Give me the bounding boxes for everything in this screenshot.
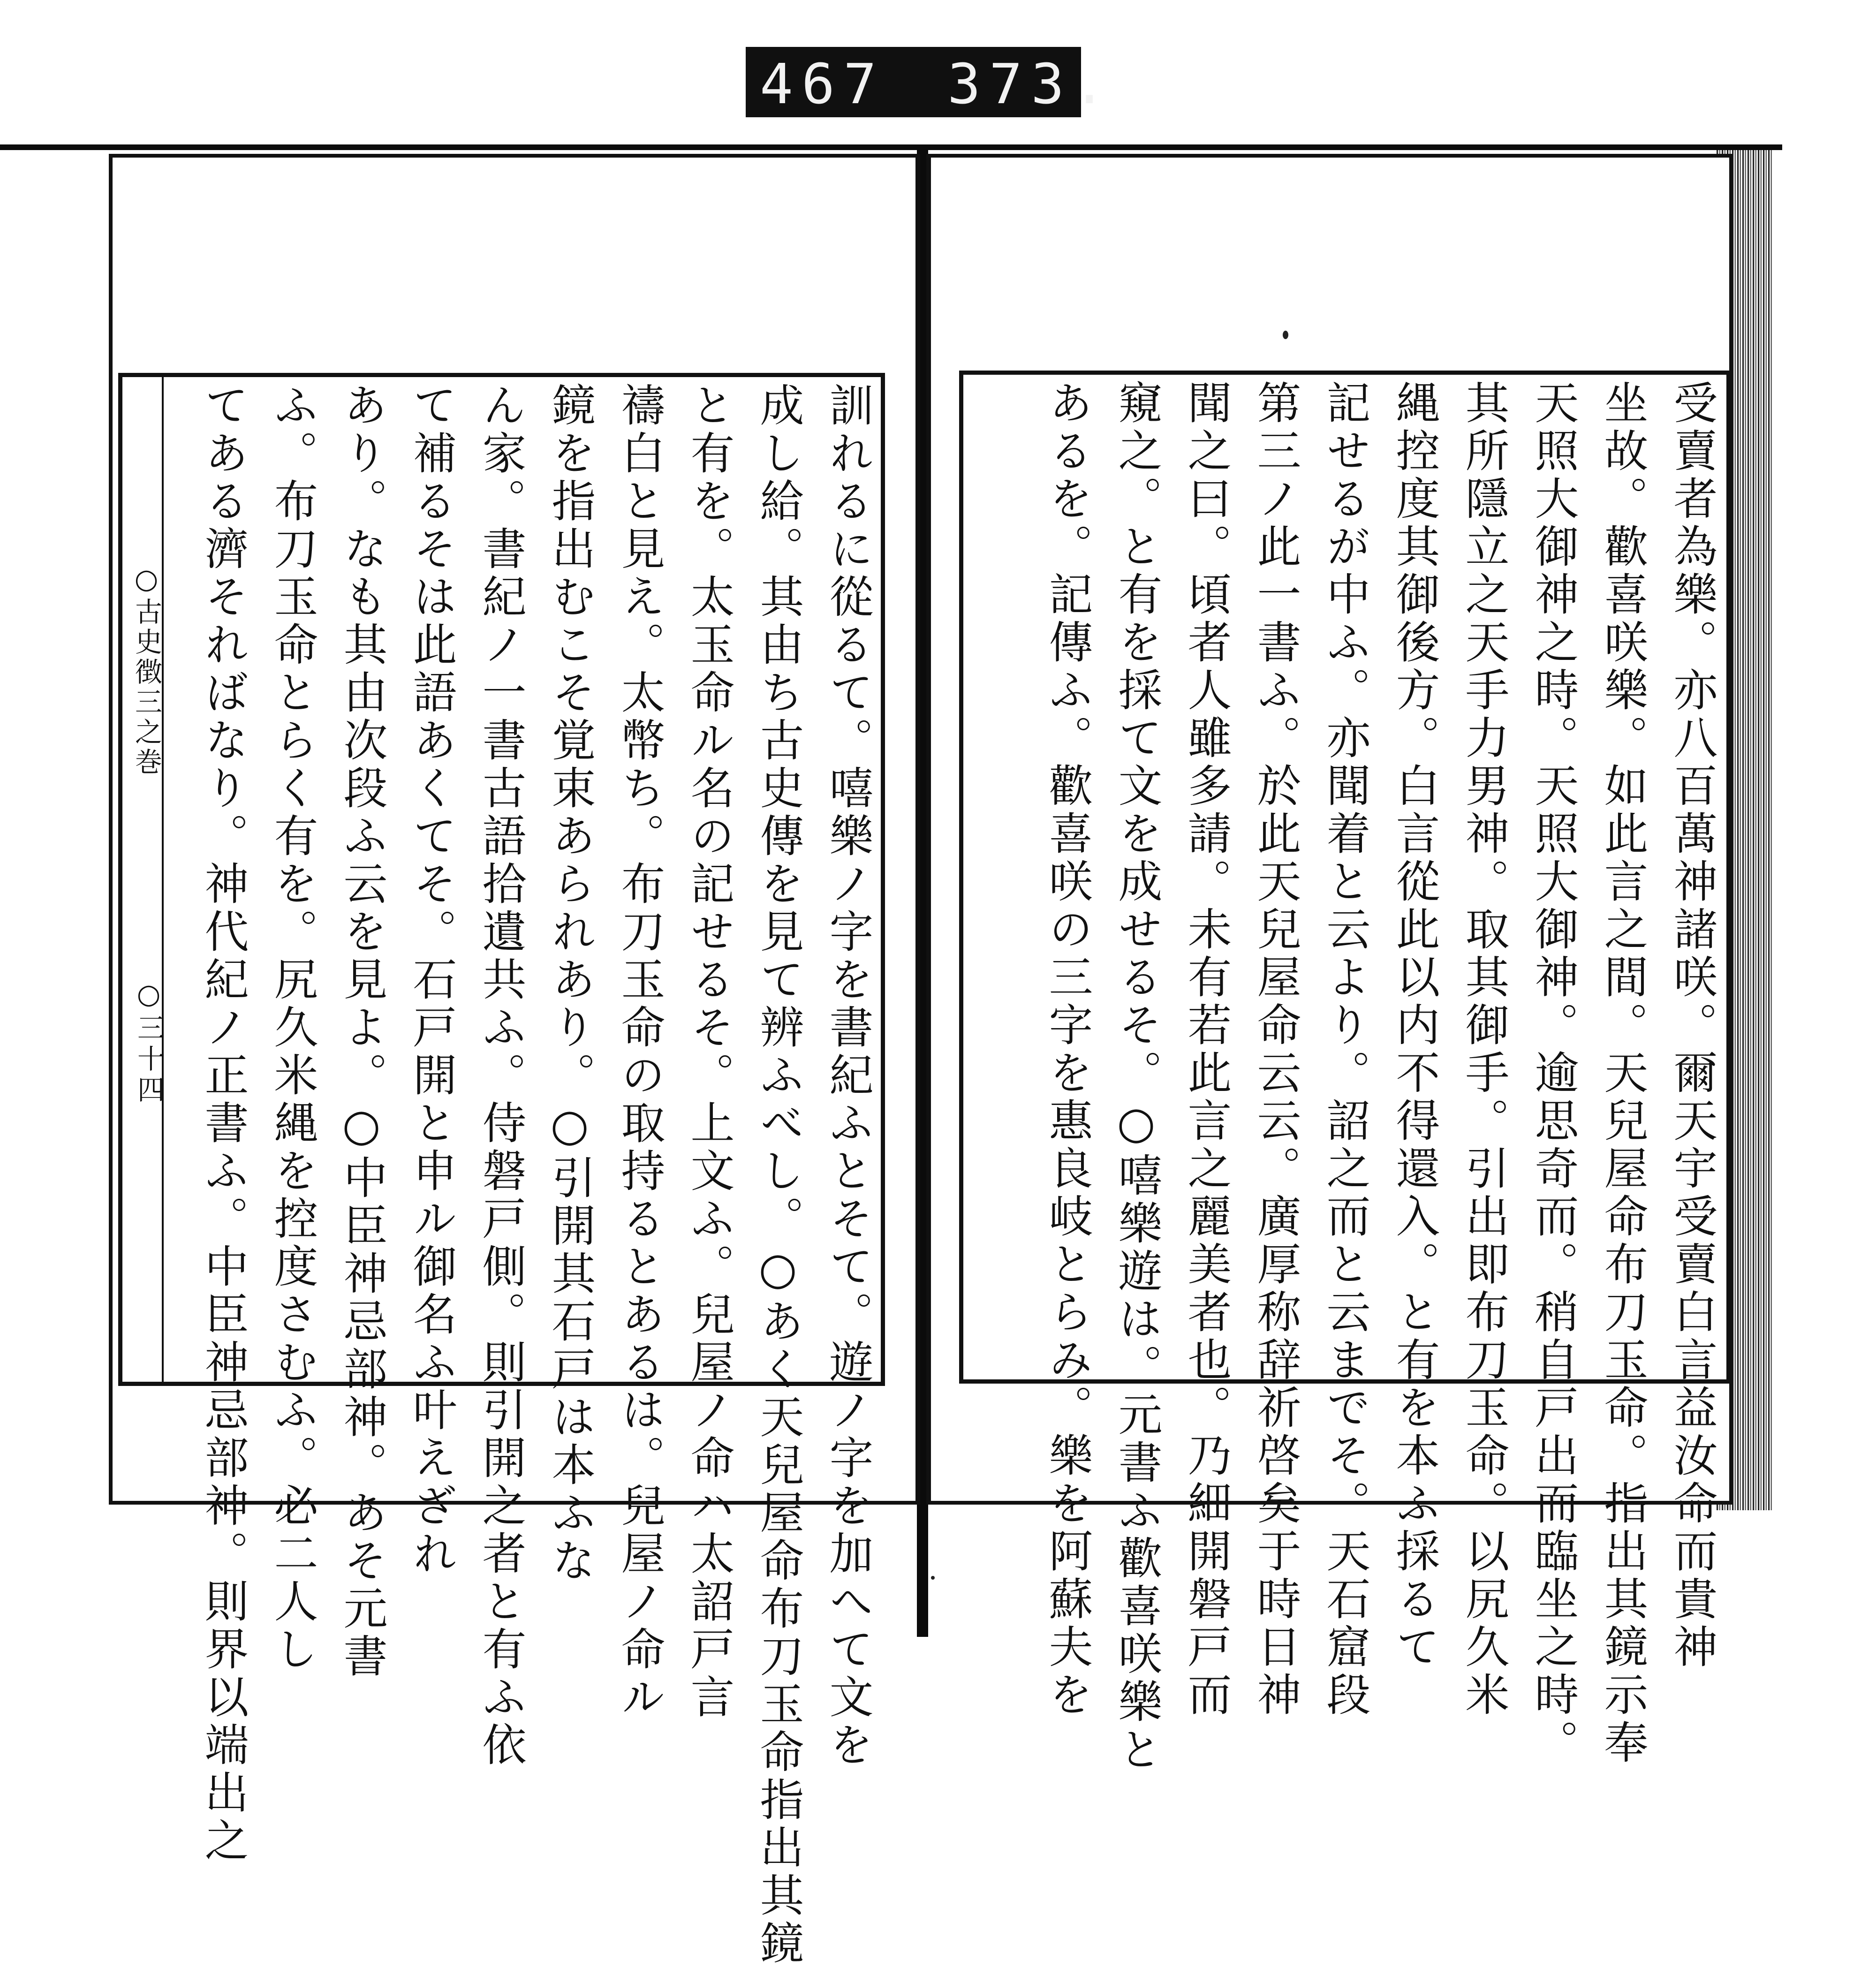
page-number: ○三十四 [133, 978, 165, 1106]
scan-number-right: 373. [947, 52, 1115, 116]
text-column: と有を。太玉命ル名の記せるそ。上文ふ。兒屋ノ命ハ太詔戸言 [683, 382, 734, 1722]
right-page-text [966, 380, 1726, 1774]
text-column: 禱白と見え。太幣ち。布刀玉命の取持るとあるは。兒屋ノ命ル [613, 382, 665, 1722]
text-column: て補るそは此語あくてそ。石戸開と申ル御名ふ叶えざれ [405, 382, 456, 1578]
text-column: 受賣者為樂。亦八百萬神諸咲。爾天宇受賣白言益汝命而貴神 [1666, 380, 1717, 1672]
text-column: 其所隱立之天手力男神。取其御手。引出即布刀玉命。以尻久米 [1458, 380, 1509, 1719]
text-column: 記せるが中ふ。亦聞着と云より。詔之而と云までそ。天石窟段 [1319, 380, 1370, 1719]
left-page-text [171, 382, 882, 1968]
ink-speck [1283, 331, 1288, 339]
text-column: 窺之。と有を採て文を成せるそ。○嘻樂遊は。元書ふ歡喜咲樂と [1111, 380, 1162, 1774]
text-column: 聞之曰。頃者人雖多請。未有若此言之麗美者也。乃細開磐戸而 [1180, 380, 1231, 1719]
text-column: 天照大御神之時。天照大御神。逾思奇而。稍自戸出而臨坐之時。 [1527, 380, 1578, 1767]
text-column: あり。なも其由次段ふ云を見よ。○中臣神忌部神。あそ元書 [336, 382, 387, 1681]
text-column: 訓れるに從るて。嘻樂ノ字を書紀ふとそて。遊ノ字を加へて文を [822, 382, 873, 1770]
text-column: あるを。記傳ふ。歡喜咲の三字を惠良岐とらみ。樂を阿蘇夫を [1041, 380, 1092, 1719]
scan-id-label [746, 47, 1115, 117]
left-margin-rule [162, 377, 164, 1382]
ink-speck [931, 1576, 935, 1580]
text-column: 縄控度其御後方。白言從此以内不得還入。と有を本ふ採るて [1388, 380, 1439, 1672]
text-column: ふ。布刀玉命とらく有を。尻久米縄を控度さむふ。必二人し [266, 382, 318, 1674]
book-title-margin: ○古史徴三之巻 [130, 563, 162, 778]
text-column: てある濟そればなり。神代紀ノ正書ふ。中臣神忌部神。則界以端出之 [197, 382, 248, 1865]
text-column: 鏡を指出むこそ覚束あられあり。○引開其石戸は本ふな [544, 382, 595, 1585]
top-scan-rule [0, 144, 1782, 150]
text-column: 坐故。歡喜咲樂。如此言之間。天兒屋命布刀玉命。指出其鏡示奉 [1596, 380, 1648, 1767]
text-column: ん家。書紀ノ一書古語拾遺共ふ。侍磐戸側。則引開之者と有ふ依 [475, 382, 526, 1770]
scan-number-left: 467 [760, 52, 885, 116]
text-column: 成し給。其由ち古史傳を見て辨ふべし。○あく天兒屋命布刀玉命指出其鏡 [752, 382, 803, 1968]
text-column: 第三ノ此一書ふ。於此天兒屋命云云。廣厚称辞祈啓矣于時日神 [1249, 380, 1301, 1719]
